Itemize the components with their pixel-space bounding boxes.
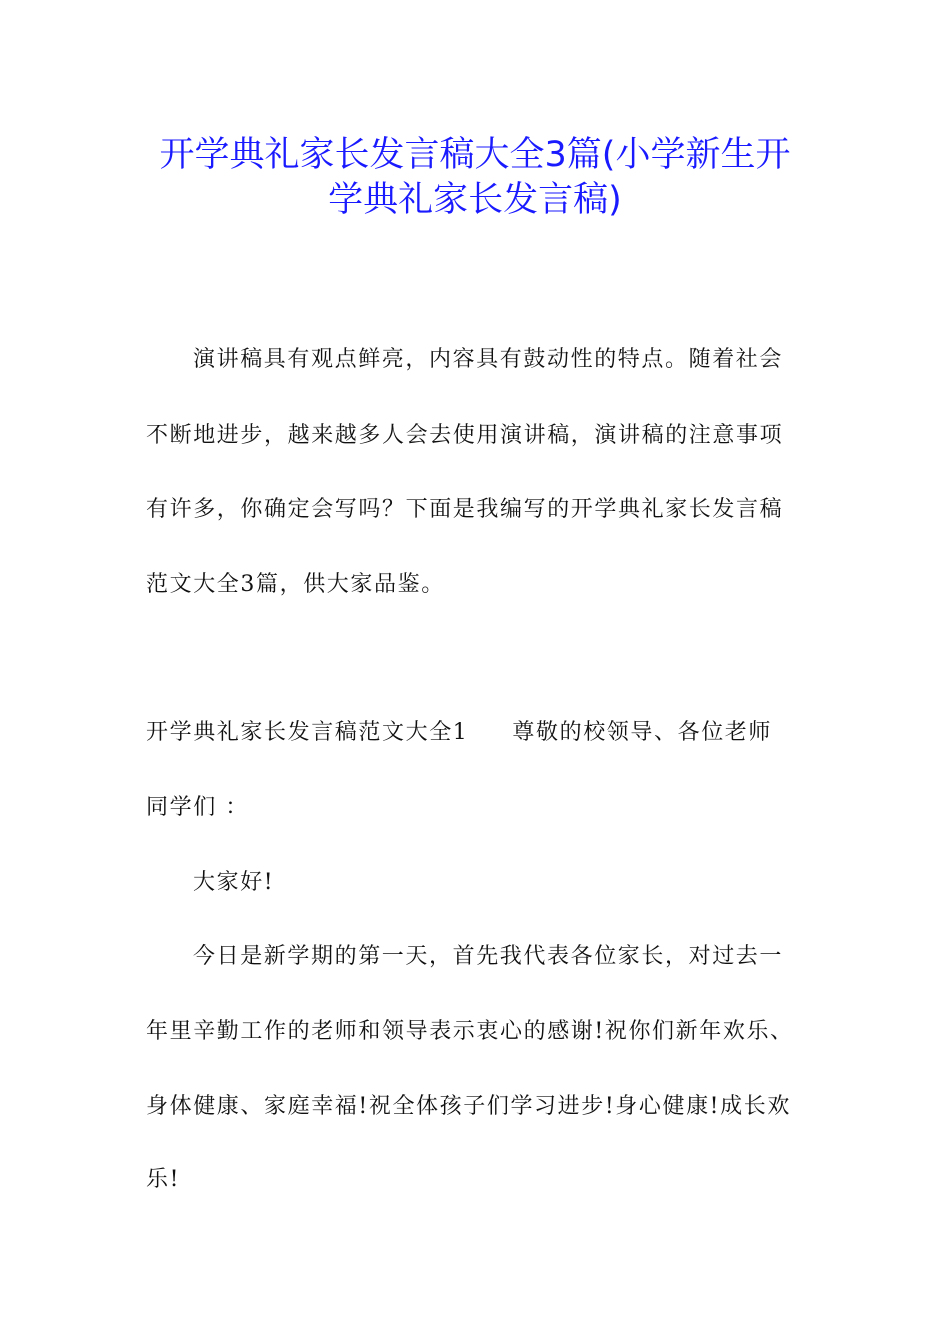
intro-line-2: 不断地进步，越来越多人会去使用演讲稿，演讲稿的注意事项 <box>146 423 784 448</box>
para1-line-4: 乐! <box>146 1167 181 1192</box>
intro-line-4: 范文大全3篇，供大家品鉴。 <box>146 572 445 597</box>
document-title-line-2: 学典礼家长发言稿) <box>328 180 622 220</box>
salutation-end: 同学们 ： <box>146 795 249 820</box>
intro-line-1: 演讲稿具有观点鲜亮，内容具有鼓动性的特点。随着社会 <box>193 347 784 372</box>
greeting: 大家好! <box>193 870 275 895</box>
document-title-line-1: 开学典礼家长发言稿大全3篇(小学新生开 <box>159 135 791 175</box>
para1-line-3: 身体健康、家庭幸福!祝全体孩子们学习进步!身心健康!成长欢 <box>146 1094 791 1119</box>
section-heading-line <box>146 720 806 746</box>
para1-line-2: 年里辛勤工作的老师和领导表示衷心的感谢!祝你们新年欢乐、 <box>146 1019 794 1044</box>
section-heading: 开学典礼家长发言稿范文大全1 <box>146 720 469 745</box>
para1-line-1: 今日是新学期的第一天，首先我代表各位家长，对过去一 <box>193 944 784 969</box>
intro-line-3: 有许多，你确定会写吗？下面是我编写的开学典礼家长发言稿 <box>146 497 784 522</box>
salutation-start: 尊敬的校领导、各位老师 <box>512 720 773 745</box>
